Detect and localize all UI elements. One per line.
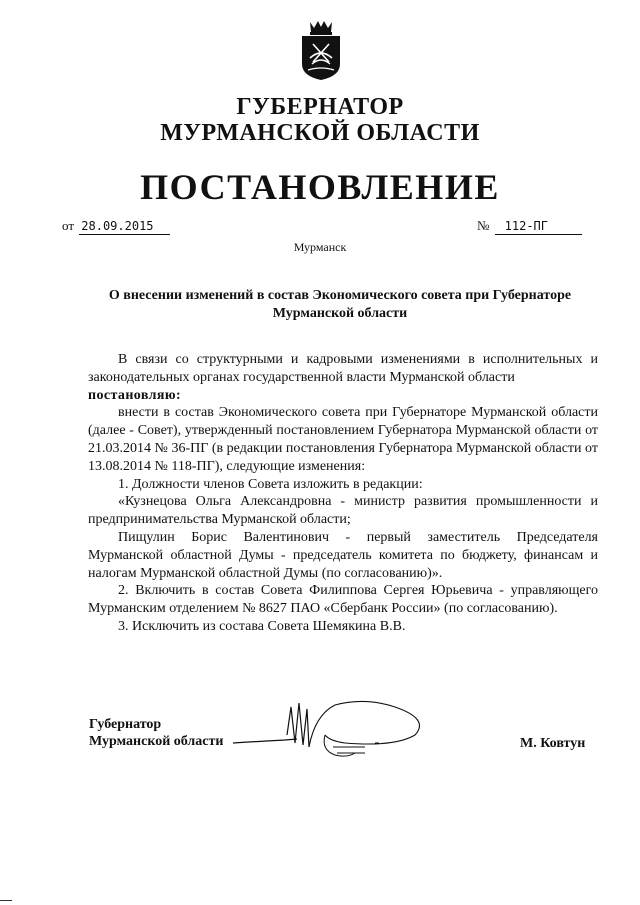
authority-title-line1: ГУБЕРНАТОР xyxy=(236,94,404,120)
body-paragraph-item1-member1: «Кузнецова Ольга Александровна - министр развития промышленности и предпринимательства Мурманской области; xyxy=(88,494,598,528)
issue-city: Мурманск xyxy=(293,240,347,254)
date-prefix: от xyxy=(62,218,75,233)
authority-title-line2: МУРМАНСКОЙ ОБЛАСТИ xyxy=(160,120,480,146)
handwritten-signature xyxy=(225,695,445,770)
body-paragraph-preamble xyxy=(88,351,598,387)
signatory-title-line1: Губернатор xyxy=(89,717,162,732)
subject-line1: О внесении изменений в состав Экономического совета при Губернаторе xyxy=(108,288,572,303)
number-field xyxy=(477,218,582,235)
body-paragraph-item1-member2: Пищулин Борис Валентинович - первый заместитель Председателя Мурманской областной Думы - председатель комитета по бюджету, финансам и налогам Мурманской областной Думы (по согласованию)». xyxy=(88,529,598,581)
signatory-title xyxy=(89,716,223,750)
document-body xyxy=(88,351,598,636)
murmansk-coat-of-arms-icon xyxy=(296,18,346,82)
document-type-heading: ПОСТАНОВЛЕНИЕ xyxy=(140,167,500,207)
subject-line2: Мурманской области xyxy=(272,306,408,321)
signatory-title-line2: Мурманской области xyxy=(89,734,224,749)
body-paragraph-intro: внести в состав Экономического совета при Губернаторе Мурманской области (далее - Совет), утвержденный постановлением Губернатора Мурманской области от 21.03.2014 № 36-ПГ (в редакции постановления Губернатора Мурманской области от 13.08.2014 № 118-ПГ), следующие изменения: xyxy=(88,405,598,474)
signatory-name: М. Ковтун xyxy=(520,736,586,751)
page-edge-mark xyxy=(0,900,12,901)
document-subject xyxy=(80,287,600,323)
body-paragraph-decree xyxy=(88,387,598,405)
document-number: 112-ПГ xyxy=(495,218,582,235)
decree-keyword: постановляю: xyxy=(88,387,182,403)
preamble-text: В связи со структурными и кадровыми изменениями в исполнительных и законодательных органах государственной власти Мурманской области xyxy=(88,352,598,385)
number-prefix: № xyxy=(477,218,490,233)
document-date: 28.09.2015 xyxy=(79,218,169,235)
body-paragraph-item1: 1. Должности членов Совета изложить в редакции: xyxy=(118,476,423,492)
body-paragraph-item2: 2. Включить в состав Совета Филиппова Сергея Юрьевича - управляющего Мурманским отделением № 8627 ПАО «Сбербанк России» (по согласованию). xyxy=(88,583,598,617)
body-paragraph-item3: 3. Исключить из состава Совета Шемякина В.В. xyxy=(118,618,406,634)
date-field xyxy=(62,218,170,235)
